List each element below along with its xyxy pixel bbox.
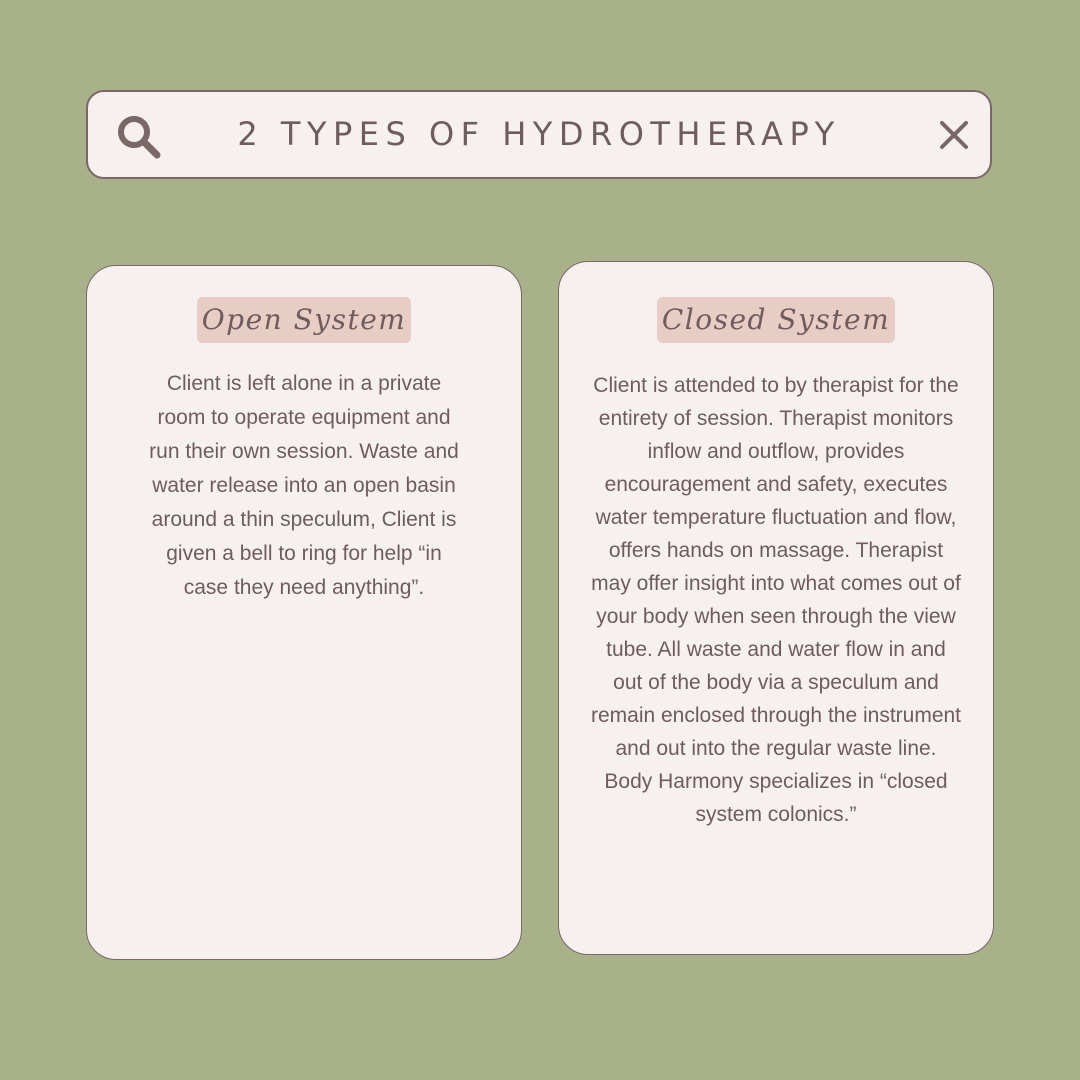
closed-system-description: Client is attended to by therapist for the entirety of session. Therapist monitors inflow and outflow, provides encouragement and safety, executes water temperature fluctuation and flow, offers hands on massage. Therapist may offer insight into what comes out of your body when seen through the view tube. All waste and water flow in and out of the body via a speculum and remain enclosed through the instrument and out into the regular waste line. Body Harmony specializes in “closed system colonics.” [590, 374, 962, 826]
closed-system-card [558, 261, 994, 955]
open-system-description: Client is left alone in a private room to operate equipment and run their own session. Waste and water release into an open basin around a thin speculum, Client is given a bell to ring for help “in case they need anything”. [149, 372, 459, 599]
open-system-title: Open System [197, 297, 412, 343]
search-title: 2 TYPES OF HYDROTHERAPY [237, 115, 841, 153]
closed-system-title: Closed System [657, 297, 895, 343]
search-icon[interactable] [114, 112, 164, 162]
search-bar[interactable] [86, 90, 992, 179]
open-system-card [86, 265, 522, 960]
close-icon[interactable] [938, 119, 970, 151]
